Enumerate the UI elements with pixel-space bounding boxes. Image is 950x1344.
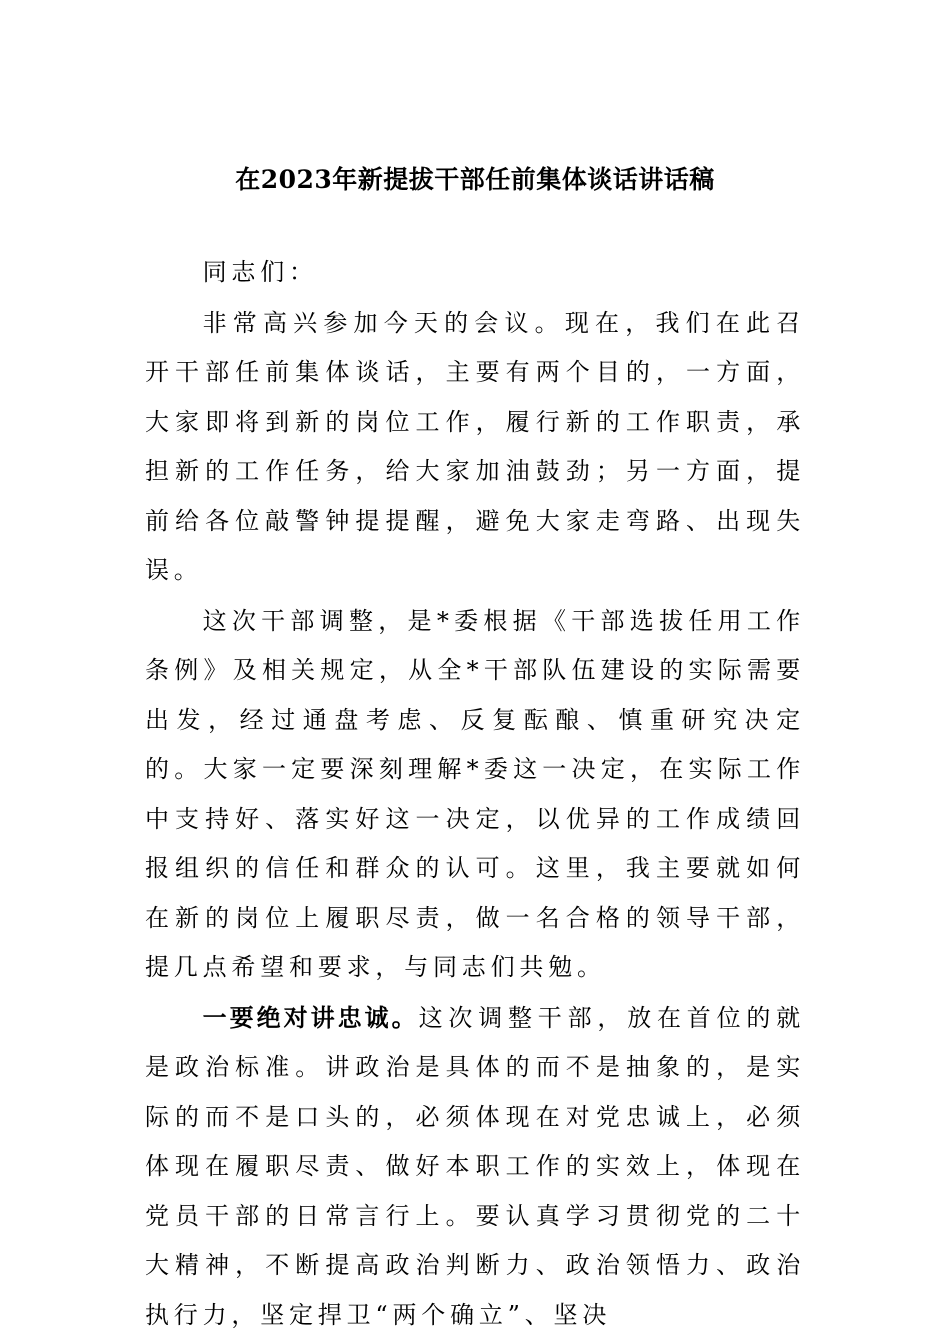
- paragraph-lead: 一要绝对讲忠诚。: [202, 1002, 419, 1032]
- paragraph-2: [145, 596, 805, 993]
- paragraph-text: 这次干部调整，是*委根据《干部选拔任用工作条例》及相关规定，从全*干部队伍建设的实际需要出发，经过通盘考虑、反复酝酿、慎重研究决定的。大家一定要深刻理解*委这一决定，在实际工作中支持好、落实好这一决定，以优异的工作成绩回报组织的信任和群众的认可。这里，我主要就如何在新的岗位上履职尽责，做一名合格的领导干部，提几点希望和要求，与同志们共勉。: [145, 606, 805, 981]
- paragraph-3: [145, 993, 805, 1341]
- paragraph-text: 非常高兴参加今天的会议。现在，我们在此召开干部任前集体谈话，主要有两个目的，一方面，大家即将到新的岗位工作，履行新的工作职责，承担新的工作任务，给大家加油鼓劲；另一方面，提前给各位敲警钟提提醒，避免大家走弯路、出现失误。: [145, 308, 805, 584]
- document-body: [145, 248, 805, 1340]
- document-title: 在2023年新提拔干部任前集体谈话讲话稿: [235, 165, 715, 194]
- paragraph-text: 这次调整干部，放在首位的就是政治标准。讲政治是具体的而不是抽象的，是实际的而不是口头的，必须体现在对党忠诚上，必须体现在履职尽责、做好本职工作的实效上，体现在党员干部的日常言行上。要认真学习贯彻党的二十大精神，不断提高政治判断力、政治领悟力、政治执行力，坚定捍卫“两个确立”、坚决: [145, 1003, 805, 1329]
- salutation: 同志们：: [202, 258, 318, 286]
- paragraph-1: [145, 298, 805, 596]
